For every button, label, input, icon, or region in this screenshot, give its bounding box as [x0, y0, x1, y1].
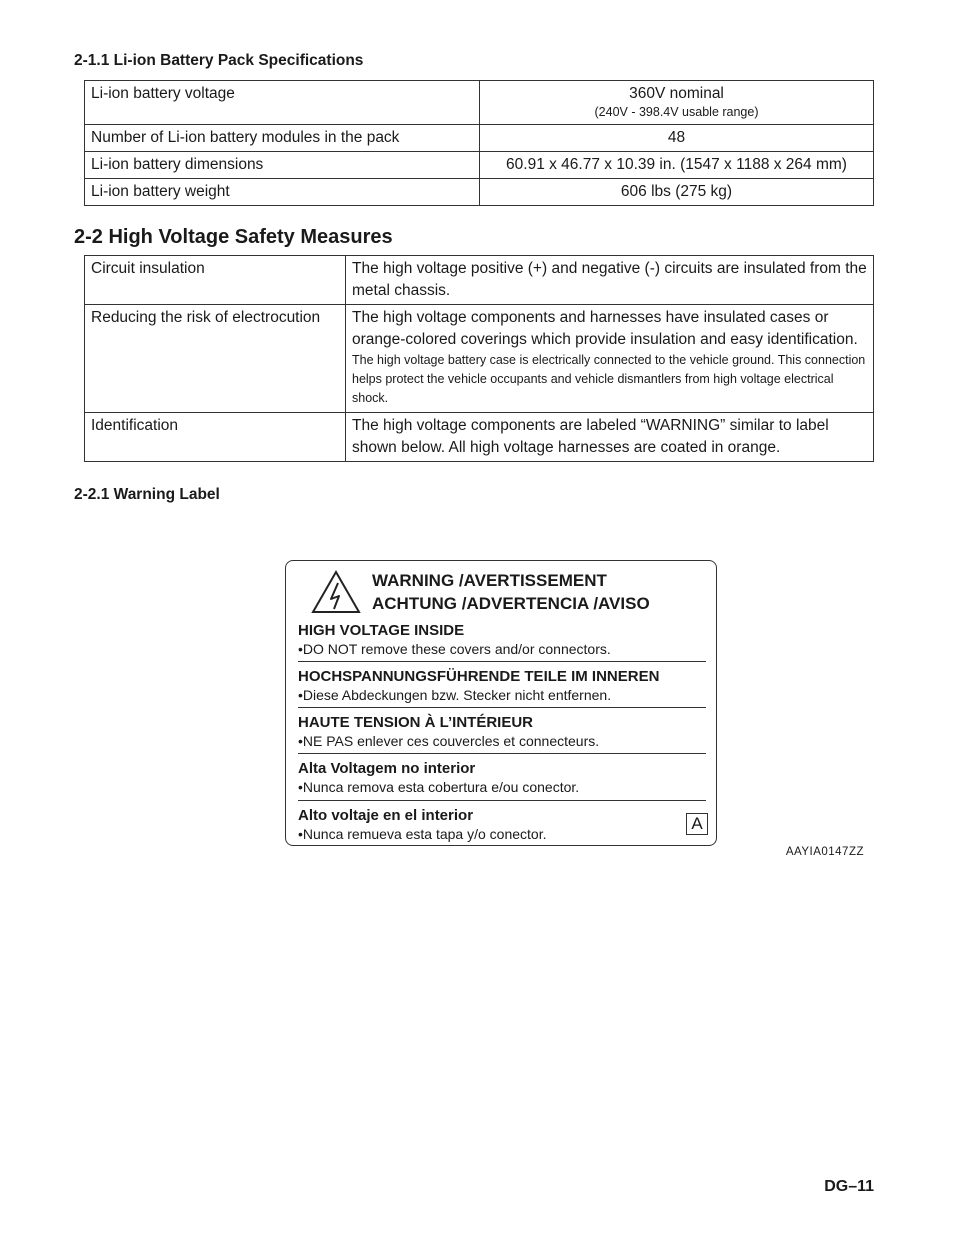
warning-lang-english [298, 621, 708, 658]
measure-note: The high voltage battery case is electrically connected to the vehicle ground. This connection helps protect the vehicle occupants and vehicle dismantlers from high voltage electrical shock. [352, 353, 866, 405]
warning-title-line1: WARNING /AVERTISSEMENT [372, 571, 607, 590]
warning-label-figure [285, 560, 717, 846]
divider [298, 707, 706, 708]
warning-lang-heading: Alta Voltagem no interior [298, 760, 476, 777]
warning-lang-text: •Nunca remova esta cobertura e/ou conector. [298, 779, 580, 795]
warning-lang-spanish [298, 806, 708, 843]
warning-label-heading: 2-2.1 Warning Label [74, 486, 220, 503]
table-row [85, 256, 874, 305]
spec-label: Li-ion battery dimensions [85, 152, 480, 179]
table-row [85, 179, 874, 206]
warning-lang-text: •DO NOT remove these covers and/or connectors. [298, 641, 611, 657]
spec-value: 48 [480, 125, 874, 152]
battery-spec-table [84, 80, 874, 206]
spec-value-range: (240V - 398.4V usable range) [594, 105, 759, 119]
measure-label: Identification [85, 413, 346, 462]
warning-lang-text: •Nunca remueva esta tapa y/o conector. [298, 826, 547, 842]
table-row [85, 305, 874, 413]
measure-text [346, 305, 874, 413]
measure-text: The high voltage components are labeled “WARNING” similar to label shown below. All high voltage harnesses are coated in orange. [346, 413, 874, 462]
figure-code: AAYIA0147ZZ [785, 846, 864, 858]
measure-main-text: The high voltage components and harnesses have insulated cases or orange-colored coverings which provide insulation and easy identification. [352, 309, 858, 348]
spec-heading: 2-1.1 Li-ion Battery Pack Specifications [74, 52, 364, 69]
table-row [85, 81, 874, 125]
spec-value-main: 360V nominal [629, 85, 724, 102]
measure-text: The high voltage positive (+) and negative (-) circuits are insulated from the metal chassis. [346, 256, 874, 305]
lightning-bolt-triangle-icon [310, 569, 362, 615]
safety-heading: 2-2 High Voltage Safety Measures [74, 226, 393, 248]
measure-label: Reducing the risk of electrocution [85, 305, 346, 413]
warning-lang-heading: HOCHSPANNUNGSFÜHRENDE TEILE IM INNEREN [298, 668, 660, 685]
divider [298, 661, 706, 662]
spec-value: 60.91 x 46.77 x 10.39 in. (1547 x 1188 x 264 mm) [480, 152, 874, 179]
divider [298, 753, 706, 754]
divider [298, 800, 706, 801]
warning-lang-german [298, 667, 708, 704]
spec-label: Li-ion battery voltage [85, 81, 480, 125]
safety-measures-table [84, 255, 874, 462]
warning-lang-text: •Diese Abdeckungen bzw. Stecker nicht entfernen. [298, 687, 612, 703]
spec-label: Number of Li-ion battery modules in the pack [85, 125, 480, 152]
spec-value: 606 lbs (275 kg) [480, 179, 874, 206]
spec-value [480, 81, 874, 125]
table-row [85, 125, 874, 152]
page-number: DG–11 [824, 1178, 874, 1195]
warning-lang-portuguese [298, 759, 708, 796]
spec-label: Li-ion battery weight [85, 179, 480, 206]
corner-mark: A [686, 813, 708, 835]
warning-lang-heading: HIGH VOLTAGE INSIDE [298, 622, 465, 639]
measure-label: Circuit insulation [85, 256, 346, 305]
table-row [85, 152, 874, 179]
warning-lang-text: •NE PAS enlever ces couvercles et connecteurs. [298, 733, 600, 749]
warning-lang-french [298, 713, 708, 750]
warning-title [372, 569, 650, 615]
table-row [85, 413, 874, 462]
warning-lang-heading: HAUTE TENSION À L’INTÉRIEUR [298, 714, 534, 731]
warning-lang-heading: Alto voltaje en el interior [298, 807, 474, 824]
warning-title-line2: ACHTUNG /ADVERTENCIA /AVISO [372, 594, 650, 613]
